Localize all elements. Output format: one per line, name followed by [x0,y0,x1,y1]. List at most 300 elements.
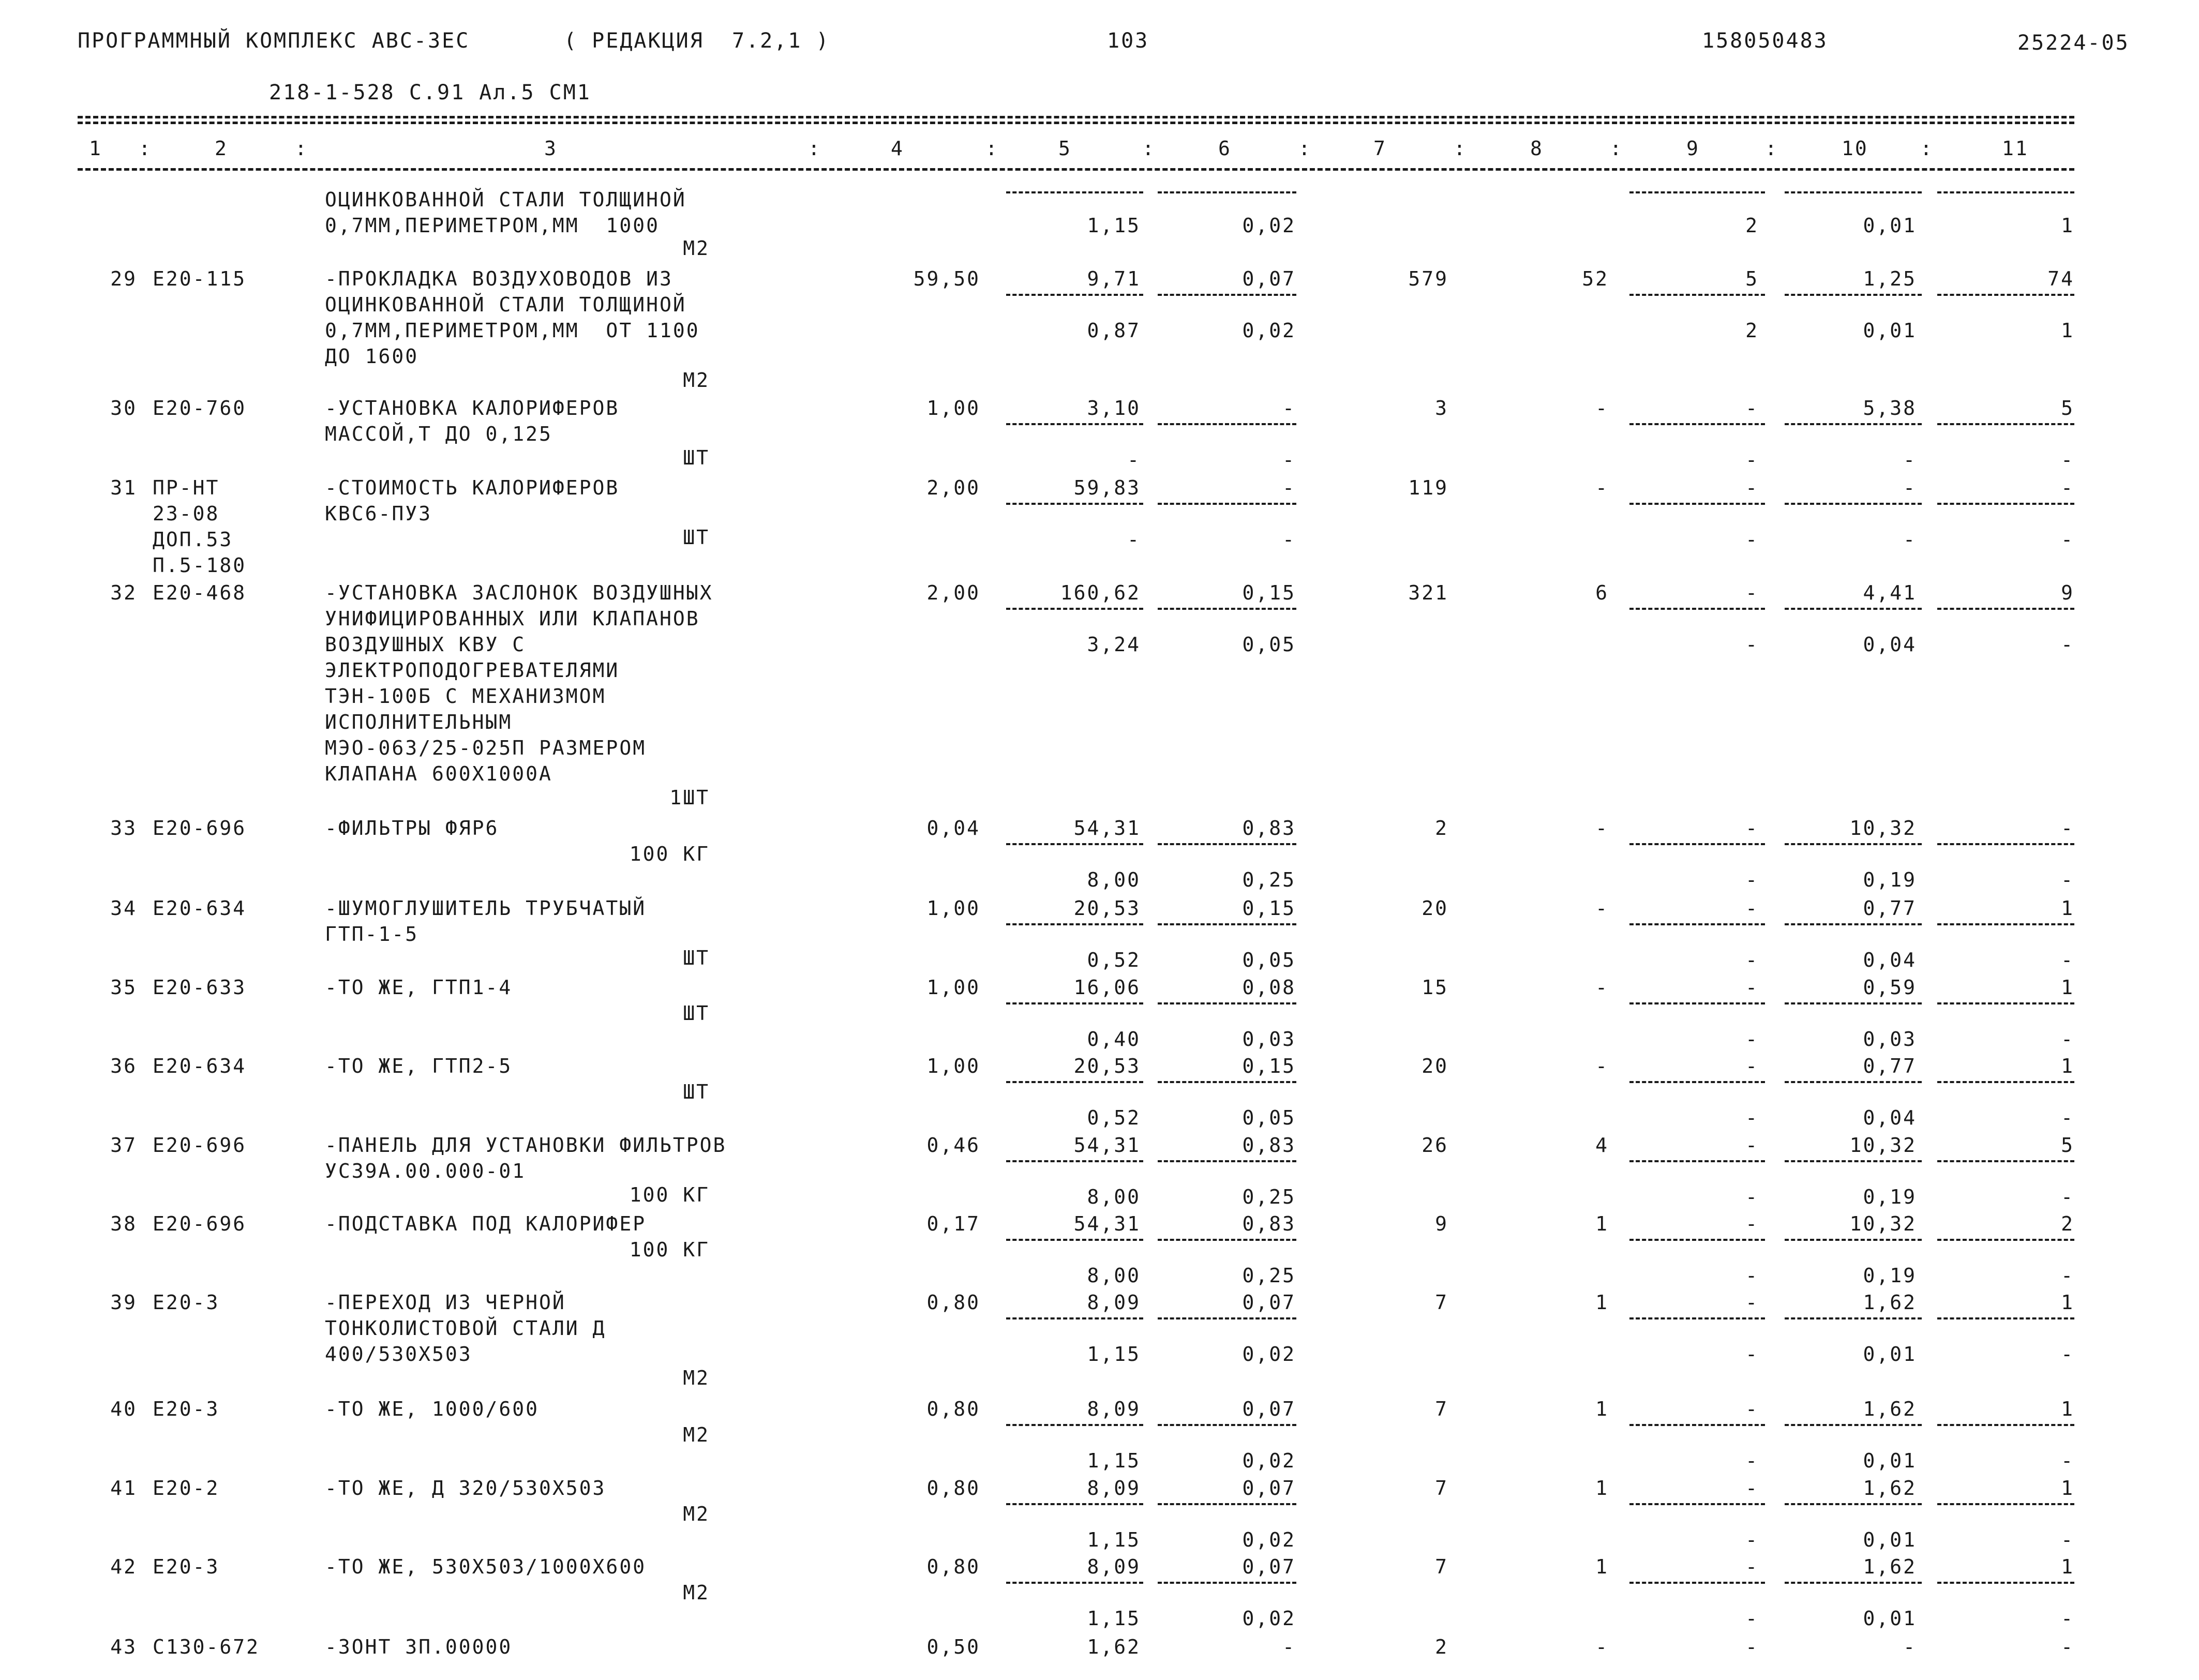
labor-total: - [2061,817,2074,839]
machine-per-unit: 1,15 [1087,1343,1141,1366]
total-wage: - [1595,397,1609,419]
machine-wage-total: - [1745,1449,1759,1472]
work-code: Е20-3 [153,1555,220,1578]
unit-of-measure: 100 КГ [629,1238,710,1261]
machine-cost: - [1745,1477,1759,1499]
machine-labor-per-unit: 0,01 [1863,319,1917,342]
wage-per-unit: 0,07 [1242,267,1296,290]
col-separator: : [1142,137,1156,160]
wage-per-unit: 0,83 [1242,1212,1296,1235]
value-separator [1785,923,1922,925]
work-description: МАССОЙ,Т ДО 0,125 [325,423,552,445]
quantity-value: 0,46 [926,1134,980,1157]
quantity-value: 1,00 [926,397,980,419]
row-number: 33 [110,817,137,839]
value-separator [1785,1424,1922,1426]
value-separator [1785,1503,1922,1505]
total-wage: 1 [1595,1477,1609,1499]
unit-of-measure: М2 [683,369,710,392]
machine-per-unit: 3,24 [1087,633,1141,656]
machine-per-unit: 8,00 [1087,1264,1141,1287]
value-separator [1937,1582,2074,1584]
unit-of-measure: 100 КГ [629,1183,710,1206]
col-separator: : [139,137,152,160]
labor-per-unit: 1,62 [1863,1398,1917,1420]
work-description: -ТО ЖЕ, Д 320/530Х503 [325,1477,606,1499]
col-separator: : [1610,137,1623,160]
work-description: ВОЗДУШНЫХ КВУ С [325,633,526,656]
work-description: 0,7ММ,ПЕРИМЕТРОМ,ММ ОТ 1100 [325,319,700,342]
machine-labor-total: 1 [2061,319,2074,342]
machine-wage-total: - [1745,1343,1759,1366]
value-separator [1006,191,1143,193]
work-code: Е20-633 [153,976,247,999]
value-separator [1629,923,1765,925]
machine-wage-total: - [1745,448,1759,471]
machine-labor-per-unit: 0,01 [1863,1449,1917,1472]
machine-wage-total: - [1745,1528,1759,1551]
total-wage: 6 [1595,581,1609,604]
unit-of-measure: М2 [683,1503,710,1525]
cost-per-unit: 8,09 [1087,1398,1141,1420]
page-number: 103 [1107,29,1149,53]
wage-per-unit: 0,83 [1242,817,1296,839]
value-separator [1629,1002,1765,1004]
value-separator [1629,1503,1765,1505]
machine-labor-per-unit: 0,01 [1863,1528,1917,1551]
machine-labor-per-unit: 0,19 [1863,1186,1917,1208]
value-separator [1629,294,1765,296]
value-separator [1937,1160,2074,1162]
value-separator [1158,423,1296,425]
machine-wage-total: - [1745,1186,1759,1208]
machine-labor-per-unit: 0,04 [1863,1106,1917,1129]
labor-per-unit: - [1903,1636,1917,1658]
total-cost: 26 [1422,1134,1448,1157]
col-header-4: 4 [891,137,904,160]
machine-wage-per-unit: 0,02 [1242,319,1296,342]
value-separator [1785,294,1922,296]
quantity-value: 2,00 [926,581,980,604]
col-separator: : [985,137,999,160]
machine-wage-total: - [1745,1028,1759,1051]
subtitle: 218-1-528 С.91 Ал.5 СМ1 [269,81,591,104]
work-code: С130-672 [153,1636,260,1658]
work-code: Е20-115 [153,267,247,290]
value-separator [1785,608,1922,610]
row-number: 32 [110,581,137,604]
machine-wage-per-unit: 0,02 [1242,1528,1296,1551]
value-separator [1785,191,1922,193]
total-wage: - [1595,1636,1609,1658]
col-separator: : [1920,137,1934,160]
row-number: 42 [110,1555,137,1578]
unit-of-measure: 100 КГ [629,843,710,865]
labor-total: 1 [2061,897,2074,920]
total-wage: - [1595,817,1609,839]
value-separator [1937,1081,2074,1083]
total-wage: 4 [1595,1134,1609,1157]
row-number: 36 [110,1055,137,1077]
total-cost: 15 [1422,976,1448,999]
work-description: 400/530Х503 [325,1343,472,1366]
total-cost: 119 [1408,476,1448,499]
machine-cost: 5 [1745,267,1759,290]
wage-per-unit: - [1282,1636,1296,1658]
unit-of-measure: ШТ [683,526,710,549]
work-description: 0,7ММ,ПЕРИМЕТРОМ,ММ 1000 [325,214,660,237]
work-description: -ПЕРЕХОД ИЗ ЧЕРНОЙ [325,1291,566,1314]
col-header-11: 11 [2002,137,2029,160]
machine-labor-per-unit: - [1903,528,1917,551]
machine-labor-total: - [2061,868,2074,891]
work-code: Е20-2 [153,1477,220,1499]
value-separator [1785,1582,1922,1584]
machine-wage-per-unit: 0,02 [1242,1607,1296,1630]
value-separator [1785,503,1922,505]
machine-labor-per-unit: 0,19 [1863,868,1917,891]
machine-wage-total: - [1745,868,1759,891]
total-cost: 20 [1422,1055,1448,1077]
work-description: ГТП-1-5 [325,923,419,946]
labor-per-unit: 1,62 [1863,1291,1917,1314]
total-wage: - [1595,1055,1609,1077]
total-cost: 9 [1435,1212,1448,1235]
value-separator [1629,503,1765,505]
labor-total: - [2061,476,2074,499]
machine-labor-total: - [2061,1106,2074,1129]
row-number: 29 [110,267,137,290]
document-id: 25224-05 [2017,31,2130,55]
row-number: 31 [110,476,137,499]
row-number: 40 [110,1398,137,1420]
total-cost: 20 [1422,897,1448,920]
cost-per-unit: 20,53 [1073,1055,1141,1077]
col-separator: : [1298,137,1312,160]
unit-of-measure: ШТ [683,1002,710,1025]
value-separator [1006,1002,1143,1004]
cost-per-unit: 160,62 [1060,581,1141,604]
value-separator [1158,1582,1296,1584]
work-code: Е20-696 [153,1212,247,1235]
total-wage: 1 [1595,1398,1609,1420]
value-separator [1785,1081,1922,1083]
work-description: КВС6-ПУЗ [325,502,432,525]
machine-wage-total: - [1745,1106,1759,1129]
wage-per-unit: 0,07 [1242,1477,1296,1499]
machine-cost: - [1745,1055,1759,1077]
quantity-value: 0,80 [926,1477,980,1499]
machine-labor-total: - [2061,448,2074,471]
value-separator [1006,1582,1143,1584]
header-bottom-rule [78,168,2074,171]
value-separator [1006,1160,1143,1162]
machine-cost: - [1745,1134,1759,1157]
work-code: 23-08 [153,502,220,525]
labor-total: 74 [2047,267,2074,290]
work-description: МЭО-063/25-025П РАЗМЕРОМ [325,737,647,759]
labor-per-unit: - [1903,476,1917,499]
quantity-value: 1,00 [926,976,980,999]
value-separator [1629,1582,1765,1584]
value-separator [1158,1081,1296,1083]
work-description: -ТО ЖЕ, ГТП1-4 [325,976,513,999]
col-header-9: 9 [1686,137,1700,160]
document-code: 158050483 [1702,29,1828,53]
value-separator [1937,843,2074,845]
header-top-rule [78,116,2074,118]
value-separator [1629,1239,1765,1241]
work-code: ДОП.53 [153,528,233,551]
value-separator [1158,1317,1296,1319]
edition-label: ( РЕДАКЦИЯ 7.2,1 ) [564,29,830,53]
machine-wage-per-unit: - [1282,528,1296,551]
labor-per-unit: 1,62 [1863,1477,1917,1499]
unit-of-measure: М2 [683,1581,710,1604]
machine-labor-per-unit: 0,04 [1863,633,1917,656]
value-separator [1158,503,1296,505]
total-wage: - [1595,976,1609,999]
value-separator [1158,294,1296,296]
row-number: 39 [110,1291,137,1314]
labor-total: 2 [2061,1212,2074,1235]
value-separator [1006,503,1143,505]
work-description: -ТО ЖЕ, ГТП2-5 [325,1055,513,1077]
work-description: -УСТАНОВКА ЗАСЛОНОК ВОЗДУШНЫХ [325,581,713,604]
machine-wage-per-unit: 0,02 [1242,1449,1296,1472]
header-top-rule-2 [78,122,2074,124]
cost-per-unit: 8,09 [1087,1291,1141,1314]
machine-wage-per-unit: 0,05 [1242,1106,1296,1129]
value-separator [1158,1002,1296,1004]
value-separator [1629,1317,1765,1319]
col-separator: : [1765,137,1778,160]
col-header-3: 3 [544,137,558,160]
quantity-value: 0,04 [926,817,980,839]
wage-per-unit: 0,07 [1242,1291,1296,1314]
unit-of-measure: ШТ [683,947,710,969]
labor-total: 1 [2061,1055,2074,1077]
total-cost: 7 [1435,1291,1448,1314]
machine-labor-total: - [2061,1028,2074,1051]
machine-labor-total: - [2061,1186,2074,1208]
cost-per-unit: 1,62 [1087,1636,1141,1658]
value-separator [1937,1239,2074,1241]
machine-wage-per-unit: 0,05 [1242,949,1296,971]
machine-cost: - [1745,817,1759,839]
wage-per-unit: 0,07 [1242,1555,1296,1578]
labor-per-unit: 0,59 [1863,976,1917,999]
machine-cost: - [1745,1398,1759,1420]
machine-wage-per-unit: - [1282,448,1296,471]
cost-per-unit: 16,06 [1073,976,1141,999]
quantity-value: 1,00 [926,1055,980,1077]
labor-per-unit: 5,38 [1863,397,1917,419]
wage-per-unit: - [1282,397,1296,419]
machine-wage-total: - [1745,633,1759,656]
value-separator [1629,843,1765,845]
machine-labor-per-unit: 0,01 [1863,1343,1917,1366]
labor-total: 1 [2061,1477,2074,1499]
machine-labor-total: - [2061,949,2074,971]
machine-per-unit: - [1127,448,1141,471]
total-wage: - [1595,897,1609,920]
value-separator [1158,923,1296,925]
value-separator [1629,1081,1765,1083]
value-separator [1937,503,2074,505]
value-separator [1937,423,2074,425]
work-description: ТОНКОЛИСТОВОЙ СТАЛИ Д [325,1317,606,1340]
value-separator [1785,423,1922,425]
total-cost: 7 [1435,1555,1448,1578]
value-separator [1937,294,2074,296]
value-separator [1937,1002,2074,1004]
row-number: 37 [110,1134,137,1157]
work-description: -ПОДСТАВКА ПОД КАЛОРИФЕР [325,1212,647,1235]
machine-per-unit: 1,15 [1087,1449,1141,1472]
value-separator [1937,1317,2074,1319]
total-cost: 7 [1435,1398,1448,1420]
machine-cost: - [1745,1212,1759,1235]
machine-wage-per-unit: 0,25 [1242,868,1296,891]
total-wage: 1 [1595,1555,1609,1578]
col-separator: : [808,137,821,160]
total-wage: 1 [1595,1291,1609,1314]
work-description: -ПАНЕЛЬ ДЛЯ УСТАНОВКИ ФИЛЬТРОВ [325,1134,727,1157]
machine-per-unit: 8,00 [1087,1186,1141,1208]
machine-wage-total: - [1745,949,1759,971]
value-separator [1006,423,1143,425]
work-code: П.5-180 [153,554,247,577]
row-number: 38 [110,1212,137,1235]
labor-per-unit: 0,77 [1863,1055,1917,1077]
value-separator [1006,843,1143,845]
total-cost: 2 [1435,1636,1448,1658]
work-description: -ШУМОГЛУШИТЕЛЬ ТРУБЧАТЫЙ [325,897,647,920]
col-header-8: 8 [1530,137,1544,160]
value-separator [1629,1160,1765,1162]
value-separator [1785,1239,1922,1241]
machine-wage-per-unit: 0,25 [1242,1264,1296,1287]
unit-of-measure: М2 [683,1423,710,1446]
col-header-1: 1 [89,137,102,160]
row-number: 43 [110,1636,137,1658]
quantity-value: 0,17 [926,1212,980,1235]
col-separator: : [295,137,308,160]
cost-per-unit: 54,31 [1073,1212,1141,1235]
work-description: -ТО ЖЕ, 1000/600 [325,1398,540,1420]
machine-cost: - [1745,1291,1759,1314]
machine-per-unit: 0,87 [1087,319,1141,342]
cost-per-unit: 8,09 [1087,1477,1141,1499]
labor-total: - [2061,1636,2074,1658]
value-separator [1158,608,1296,610]
value-separator [1937,191,2074,193]
machine-wage-per-unit: 0,03 [1242,1028,1296,1051]
row-number: 41 [110,1477,137,1499]
total-cost: 3 [1435,397,1448,419]
labor-total: 1 [2061,1555,2074,1578]
machine-per-unit: 1,15 [1087,1528,1141,1551]
machine-wage-per-unit: 0,25 [1242,1186,1296,1208]
work-code: Е20-696 [153,817,247,839]
total-cost: 579 [1408,267,1448,290]
machine-cost: - [1745,976,1759,999]
col-header-7: 7 [1373,137,1387,160]
quantity-value: 0,50 [926,1636,980,1658]
value-separator [1785,843,1922,845]
value-separator [1006,1081,1143,1083]
total-cost: 321 [1408,581,1448,604]
work-code: Е20-760 [153,397,247,419]
work-description: -ТО ЖЕ, 530Х503/1000Х600 [325,1555,647,1578]
value-separator [1158,1160,1296,1162]
program-title: ПРОГРАММНЫЙ КОМПЛЕКС АВС-3ЕС [78,29,470,53]
work-description: УС39А.00.000-01 [325,1160,526,1182]
wage-per-unit: 0,08 [1242,976,1296,999]
work-description: ОЦИНКОВАННОЙ СТАЛИ ТОЛЩИНОЙ [325,293,686,316]
value-separator [1158,1424,1296,1426]
work-description: ОЦИНКОВАННОЙ СТАЛИ ТОЛЩИНОЙ [325,188,686,211]
machine-labor-total: - [2061,528,2074,551]
machine-cost: - [1745,581,1759,604]
value-separator [1006,1503,1143,1505]
work-code: Е20-468 [153,581,247,604]
machine-wage-per-unit: 0,02 [1242,1343,1296,1366]
machine-labor-per-unit: 0,04 [1863,949,1917,971]
value-separator [1937,608,2074,610]
value-separator [1158,1503,1296,1505]
col-header-2: 2 [215,137,228,160]
wage-per-unit: 0,15 [1242,897,1296,920]
work-description: ДО 1600 [325,345,419,368]
value-separator [1937,923,2074,925]
col-header-6: 6 [1218,137,1232,160]
value-separator [1629,191,1765,193]
machine-labor-total: - [2061,1449,2074,1472]
value-separator [1006,1317,1143,1319]
labor-total: 1 [2061,1291,2074,1314]
work-description: -УСТАНОВКА КАЛОРИФЕРОВ [325,397,620,419]
unit-of-measure: ШТ [683,1081,710,1103]
machine-wage-total: - [1745,528,1759,551]
unit-of-measure: М2 [683,1367,710,1389]
work-description: -ЗОНТ ЗП.00000 [325,1636,513,1658]
machine-per-unit: 0,52 [1087,1106,1141,1129]
row-number: 30 [110,397,137,419]
value-separator [1006,923,1143,925]
unit-of-measure: М2 [683,237,710,260]
cost-per-unit: 59,83 [1073,476,1141,499]
work-code: ПР-НТ [153,476,220,499]
row-number: 35 [110,976,137,999]
value-separator [1006,608,1143,610]
machine-labor-per-unit: 0,03 [1863,1028,1917,1051]
quantity-value: 0,80 [926,1555,980,1578]
machine-wage-per-unit: 0,02 [1242,214,1296,237]
wage-per-unit: - [1282,476,1296,499]
wage-per-unit: 0,07 [1242,1398,1296,1420]
col-separator: : [1454,137,1467,160]
value-separator [1158,843,1296,845]
value-separator [1937,1503,2074,1505]
machine-labor-total: 1 [2061,214,2074,237]
row-number: 34 [110,897,137,920]
machine-cost: - [1745,476,1759,499]
machine-per-unit: 8,00 [1087,868,1141,891]
unit-of-measure: ШТ [683,446,710,469]
machine-labor-total: - [2061,1528,2074,1551]
